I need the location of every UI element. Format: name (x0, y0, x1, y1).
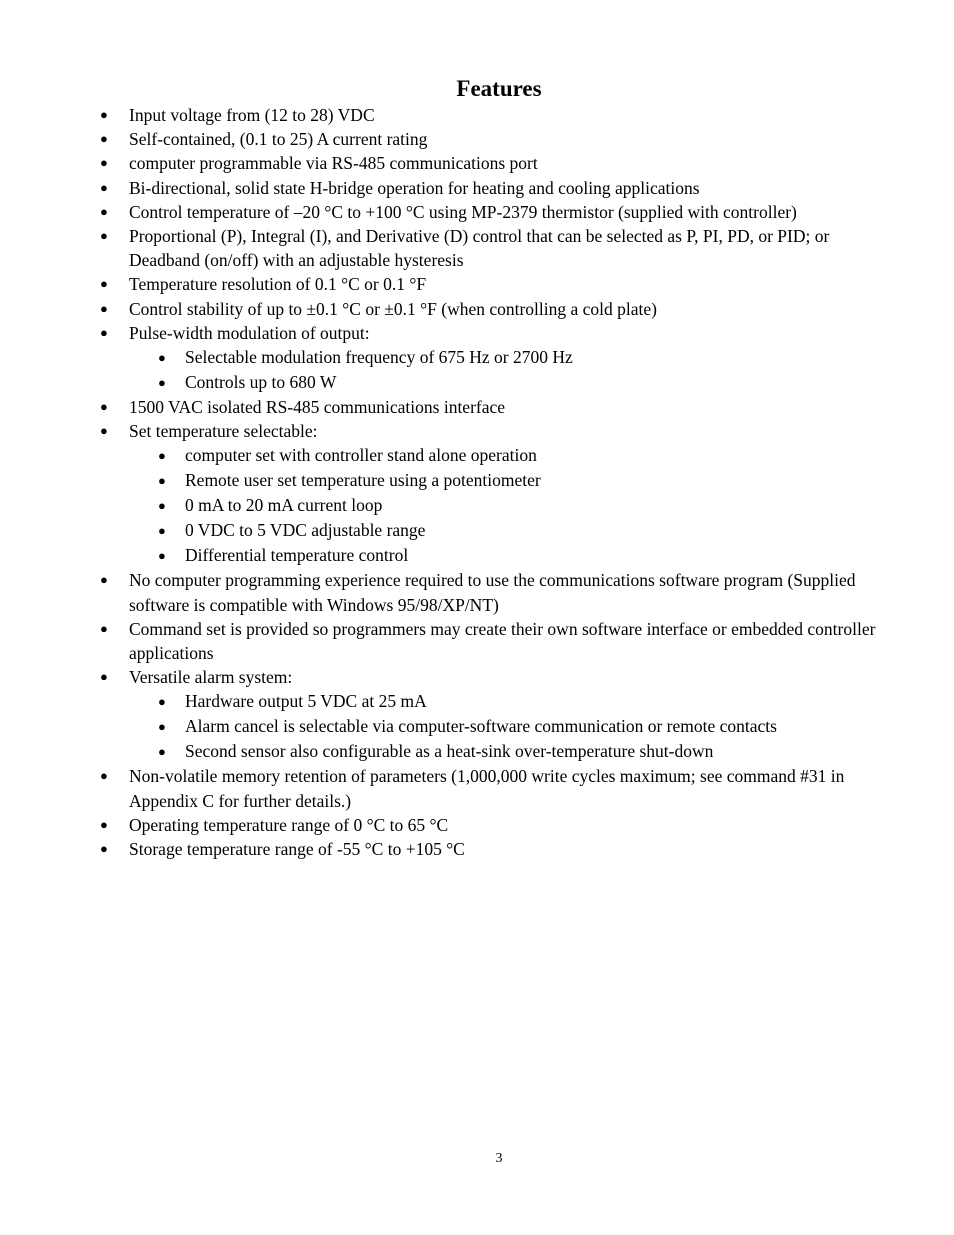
feature-text: Storage temperature range of -55 °C to +105 °C (129, 839, 465, 860)
sub-feature-list (129, 345, 904, 395)
page-number: 3 (495, 1151, 503, 1166)
feature-item (0, 321, 954, 395)
feature-item (0, 837, 954, 861)
feature-text: Operating temperature range of 0 °C to 65 °C (129, 814, 449, 835)
sub-feature-item: ● Alarm cancel is selectable via computer-software communication or remote contacts (129, 714, 904, 739)
feature-text: Temperature resolution of 0.1 °C or 0.1 °F (129, 274, 427, 295)
feature-item (0, 665, 954, 764)
page-title: Features (456, 76, 542, 101)
feature-item (0, 127, 954, 151)
feature-text: Control temperature of –20 °C to +100 °C using MP-2379 thermistor (supplied with controller) (129, 201, 797, 222)
feature-text: Non-volatile memory retention of parameters (1,000,000 write cycles maximum; see command #31 in Appendix C for further details.) (129, 766, 845, 811)
feature-item (0, 103, 954, 127)
feature-text: Set temperature selectable: (129, 421, 318, 442)
feature-text: Control stability of up to ±0.1 °C or ±0.1 °F (when controlling a cold plate) (129, 298, 657, 319)
feature-item (0, 813, 954, 837)
feature-text: Input voltage from (12 to 28) VDC (129, 105, 375, 125)
feature-item (0, 176, 954, 200)
feature-item (0, 568, 954, 616)
feature-text: Bi-directional, solid state H-bridge operation for heating and cooling applications (129, 177, 700, 198)
feature-item (0, 764, 954, 812)
sub-feature-item: ● Remote user set temperature using a potentiometer (129, 468, 904, 493)
feature-text: Proportional (P), Integral (I), and Derivative (D) control that can be selected as P, PI, PD, or PID; or Deadband (on/off) with an adjustable hysteresis (129, 226, 830, 271)
sub-feature-item: ● Controls up to 680 W (129, 370, 904, 395)
feature-text: Versatile alarm system: (129, 667, 293, 688)
feature-text: Command set is provided so programmers may create their own software interface or embedded controller applications (129, 618, 876, 664)
sub-feature-item: ● computer set with controller stand alone operation (129, 443, 904, 468)
sub-feature-item: ● Selectable modulation frequency of 675 Hz or 2700 Hz (129, 345, 904, 370)
feature-item (0, 224, 954, 272)
sub-feature-item: ● 0 mA to 20 mA current loop (129, 493, 904, 518)
sub-feature-list (129, 443, 904, 568)
feature-item (0, 617, 954, 665)
feature-text: computer programmable via RS-485 communications port (129, 153, 538, 174)
feature-list (0, 103, 954, 861)
sub-feature-item: ● Differential temperature control (129, 543, 904, 568)
feature-item (0, 272, 954, 296)
sub-feature-item: ● 0 VDC to 5 VDC adjustable range (129, 518, 904, 543)
feature-item (0, 419, 954, 568)
feature-item (0, 151, 954, 175)
feature-text: Self-contained, (0.1 to 25) A current rating (129, 129, 428, 150)
sub-feature-list (129, 689, 904, 764)
feature-text: 1500 VAC isolated RS-485 communications interface (129, 397, 506, 418)
sub-feature-item: ● Hardware output 5 VDC at 25 mA (129, 689, 904, 714)
feature-item (0, 297, 954, 321)
sub-feature-item: ● Second sensor also configurable as a heat-sink over-temperature shut-down (129, 739, 904, 764)
feature-item (0, 200, 954, 224)
feature-item (0, 395, 954, 419)
feature-text: Pulse-width modulation of output: (129, 322, 370, 343)
feature-text: No computer programming experience required to use the communications software program (Supplied software is compatible with Windows 95/98/XP/NT) (129, 570, 856, 615)
